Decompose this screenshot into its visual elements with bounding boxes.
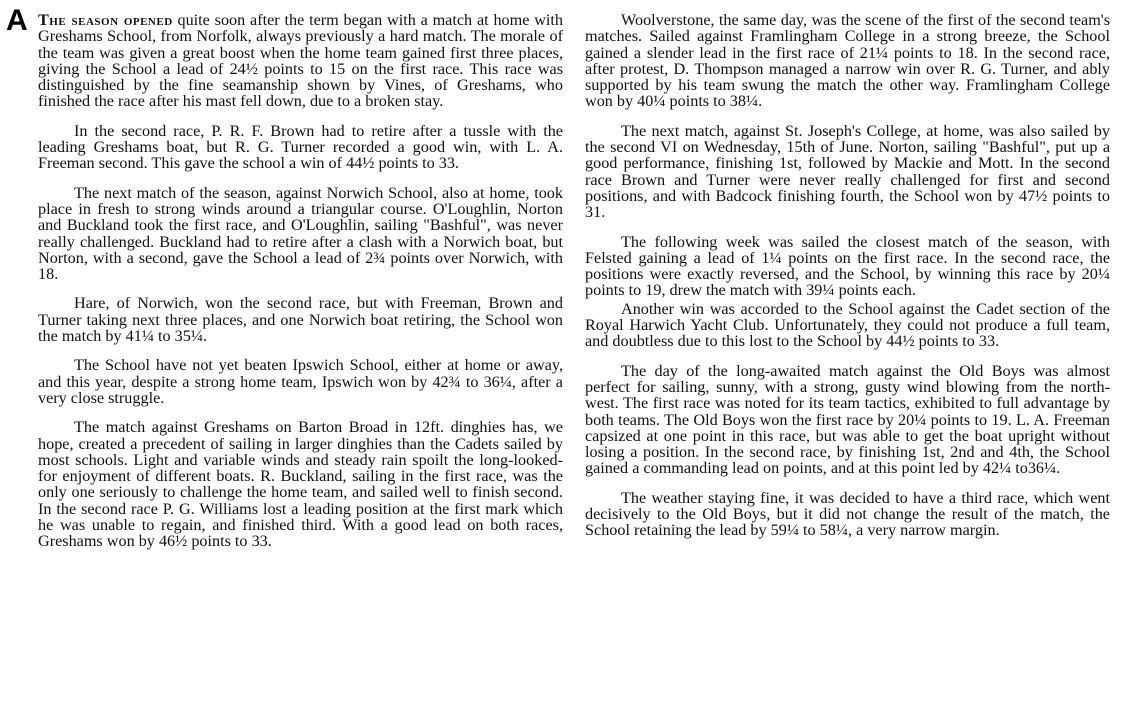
paragraph-text: quite soon after the term began with a match at home with Greshams School, from Norfolk, always previously a hard match. The morale of the team was given a great boost when the home team gained first three places, giving the School a lead of 24½ points to 15 on the first race. This race was distinguished by the fine seamanship shown by Vines, of Greshams, who finished the race after his mast fell down, due to a broken stay. xyxy=(38,11,563,111)
article-paragraph: The following week was sailed the closest match of the season, with Felsted gaining a lead of 1¼ points on the first race. In the second race, the positions were exactly reversed, and the School, by winning this race by 20¼ points to 19, drew the match with 39¼ points each. xyxy=(585,232,1110,300)
article-paragraph: The next match, against St. Joseph's College, at home, was also sailed by the second VI on Wednesday, 15th of June. Norton, sailing "Bashful", put up a good performance, finishing 1st, followed by Mackie and Mott. In the second race Brown and Turner were never really challenged for first and second positions, and with Badcock finishing fourth, the School won by 47½ points to 31. xyxy=(585,121,1110,222)
article-paragraph: The next match of the season, against Norwich School, also at home, took place in fresh to strong winds around a triangular course. O'Loughlin, Norton and Buckland took the first race, and O'Loughlin, sailing "Bashful", was never really challenged. Buckland had to retire after a clash with a Norwich boat, but Norton, with a second, gave the School a lead of 2¾ points over Norwich, with 18. xyxy=(38,183,563,284)
article-paragraph: The School have not yet beaten Ipswich School, either at home or away, and this year, despite a strong home team, Ipswich won by 42¾ to 36¼, after a very close struggle. xyxy=(38,356,563,407)
lead-in-text: The season opened xyxy=(38,11,173,29)
left-column xyxy=(38,12,563,563)
right-column xyxy=(585,12,1110,552)
article-paragraph: Hare, of Norwich, won the second race, but with Freeman, Brown and Turner taking next three places, and one Norwich boat retiring, the School won the match by 41¼ to 35¼. xyxy=(38,294,563,346)
figure-label: A xyxy=(6,4,28,37)
article-paragraph: The match against Greshams on Barton Broad in 12ft. dinghies has, we hope, created a precedent of sailing in larger dinghies than the Cadets sailed by most schools. Light and variable winds and steady rain spoilt the long-looked-for enjoyment of different boats. R. Buckland, sailing in the first race, was the only one seriously to challenge the home team, and sailed well to finish second. In the second race P. G. Williams lost a leading position at the first mark which he was unable to regain, and finished third. With a good lead on both races, Greshams won by 46½ points to 33. xyxy=(38,418,563,551)
article-paragraph: The day of the long-awaited match against the Old Boys was almost perfect for sailing, sunny, with a strong, gusty wind blowing from the north-west. The first race was noted for its team tactics, exhibited to full advantage by both teams. The Old Boys won the first race by 20¼ points to 19. L. A. Freeman capsized at one point in this race, but was able to get the boat upright without losing a position. In the second race, by finishing 1st, 2nd and 4th, the School gained a commanding lead on points, and at this point led by 42¼ to36¼. xyxy=(585,361,1110,478)
article-paragraph xyxy=(38,12,563,110)
article-paragraph: Another win was accorded to the School against the Cadet section of the Royal Harwich Yacht Club. Unfortunately, they could not produce a full team, and doubtless due to this lost to the School by 44½ points to 33. xyxy=(585,299,1110,351)
article-paragraph: In the second race, P. R. F. Brown had to retire after a tussle with the leading Greshams boat, but R. G. Turner recorded a good win, with L. A. Freeman second. This gave the school a win of 44½ points to 33. xyxy=(38,121,563,173)
article-paragraph: The weather staying fine, it was decided to have a third race, which went decisively to the Old Boys, but it did not change the result of the match, the School retaining the lead by 59¼ to 58¼, a very narrow margin. xyxy=(585,488,1110,540)
article-paragraph: Woolverstone, the same day, was the scene of the first of the second team's matches. Sailed against Framlingham College in a strong breeze, the School gained a slender lead in the first race of 21¼ points to 18. In the second race, after protest, D. Thompson managed a narrow win over R. G. Turner, and ably supported by his team swung the match the other way. Framlingham College won by 40¼ points to 38¼. xyxy=(585,11,1110,111)
